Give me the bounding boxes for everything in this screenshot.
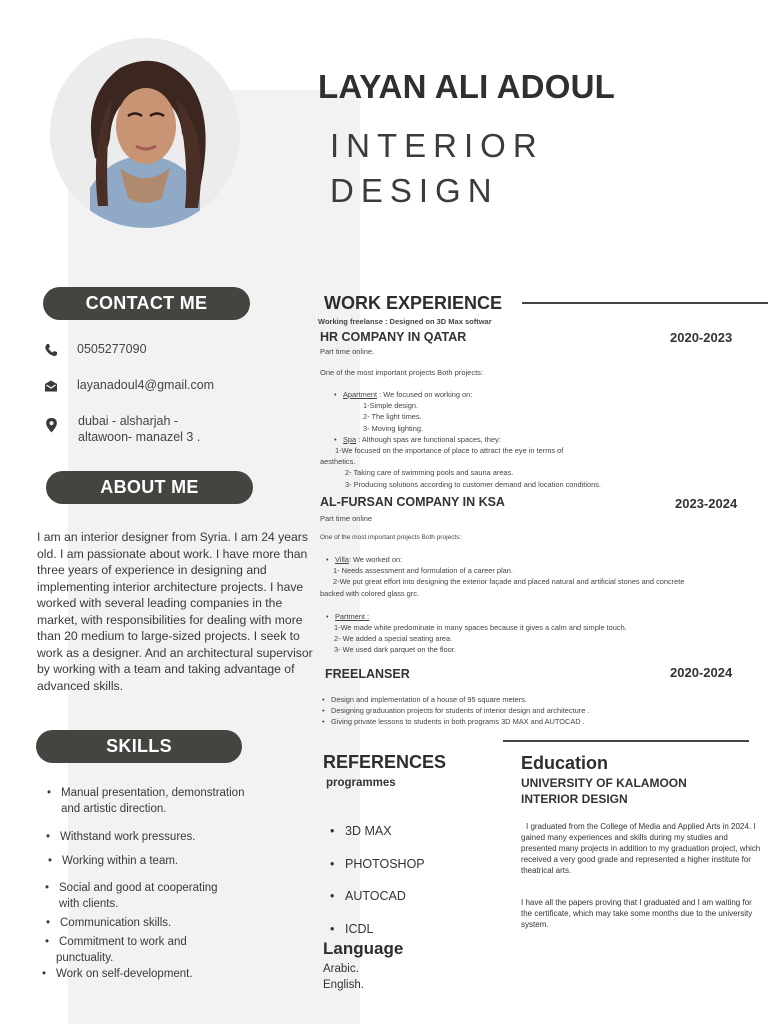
- skill-item: • Working within a team.: [62, 853, 178, 869]
- location-pin-icon: [44, 416, 59, 434]
- program-item: • 3D MAX: [330, 824, 392, 838]
- profile-photo: [50, 38, 240, 228]
- job-type: Part time online: [320, 514, 373, 523]
- job-years: 2020-2024: [670, 665, 733, 680]
- university-name: UNIVERSITY OF KALAMOON: [521, 776, 687, 790]
- envelope-icon: [44, 379, 58, 393]
- skill-item: • Withstand work pressures.: [60, 829, 196, 845]
- language-item: English.: [323, 979, 364, 991]
- contact-phone: [44, 342, 147, 357]
- education-heading: Education: [521, 753, 609, 773]
- skill-item: • Commitment to work and punctuality.: [59, 934, 187, 966]
- program-item: • PHOTOSHOP: [330, 857, 425, 871]
- phone-icon: [44, 343, 58, 357]
- phone-text: 0505277090: [77, 342, 147, 356]
- job-intro: One of the most important projects Both projects:: [320, 534, 462, 541]
- skill-item: • Manual presentation, demonstration and artistic direction.: [61, 785, 244, 817]
- work-subtitle: Working freelanse : Designed on 3D Max softwar: [318, 317, 492, 326]
- job-company: FREELANSER: [325, 667, 410, 681]
- language-item: Arabic.: [323, 963, 359, 975]
- job-company: HR COMPANY IN QATAR: [320, 330, 467, 344]
- references-heading: REFERENCES: [323, 752, 447, 772]
- job-details: • Apartment : We focused on working on: 1-Simple design. 2- The light times. 3- Moving lighting. • Spa : Although spas are functional spaces, they: 1-We focused on the importance of place to attract the eye in terms of aesthetics. 2- Taking care of swimming pools and sauna areas. 3- Producing solutions according to customer demand and location conditions.: [320, 390, 601, 489]
- about-text: I am an interior designer from Syria. I am 24 years old. I am passionate about work. I have more than three years of experience in designing and implementing interior architecture projects. I have worked with several leading companies in the market, with responsibilities for dealing with more than 20 medium to large-sized projects. I seek to work as a designer. And an architectural supervisor by working with a team and taking advantage of advanced skills.: [37, 530, 313, 693]
- job-company: AL-FURSAN COMPANY IN KSA: [320, 495, 505, 509]
- work-experience-heading: WORK EXPERIENCE: [324, 293, 503, 313]
- address-line1: dubai - alsharjah -: [78, 414, 179, 428]
- program-item: • ICDL: [330, 922, 374, 936]
- job-years: 2020-2023: [670, 330, 733, 345]
- job-title-line1: INTERIOR: [330, 127, 544, 164]
- references-subheading: programmes: [326, 777, 396, 789]
- education-rule: [503, 740, 749, 742]
- contact-heading: CONTACT ME: [43, 287, 250, 320]
- education-paragraph: I graduated from the College of Media and Applied Arts in 2024. I gained many experiences and skills during my studies and presented many projects in addition to my graduation project, which received a very good grade and represented a higher institute for theatrical arts.: [521, 822, 761, 875]
- language-heading: Language: [323, 939, 404, 958]
- program-item: • AUTOCAD: [330, 889, 406, 903]
- skill-item: • Work on self-development.: [56, 966, 193, 982]
- job-details: • Design and implementation of a house of 95 square meters. • Designing graduuation projects for students of interior design and architecture . • Giving private lessons to students in both programs 3D MAX and AUTOCAD .: [322, 695, 590, 727]
- contact-email: [44, 378, 214, 393]
- job-title-line2: DESIGN: [330, 172, 499, 209]
- degree-name: INTERIOR DESIGN: [521, 792, 628, 806]
- job-years: 2023-2024: [675, 496, 738, 511]
- education-paragraph: I have all the papers proving that I graduated and I am waiting for the certificate, which may take some months due to the university system.: [521, 898, 753, 929]
- job-intro: One of the most important projects Both projects:: [320, 368, 483, 377]
- job-details: • Villa: We worked on: 1- Needs assessment and formulation of a career plan. 2-We put great effort into designing the exterior façade and placed natural and artificial stones and concrete backed with colored glass grc. • Partment : 1-We made white predominate in many spaces because it gives a calm and simple touch. 2- We added a special seating area. 3- We used dark parquet on the floor.: [320, 555, 685, 655]
- full-name: LAYAN ALI ADOUL: [318, 68, 615, 105]
- skill-item: • Communication skills.: [60, 915, 171, 931]
- about-heading: ABOUT ME: [46, 471, 253, 504]
- contact-address: [44, 413, 200, 445]
- skill-item: • Social and good at cooperating with clients.: [59, 880, 218, 912]
- job-type: Part time online.: [320, 347, 375, 356]
- address-line2: altawoon- manazel 3 .: [78, 430, 201, 444]
- portrait-illustration: [50, 38, 240, 228]
- email-text: layanadoul4@gmail.com: [77, 378, 215, 392]
- skills-heading: SKILLS: [36, 730, 242, 763]
- heading-rule: [522, 302, 768, 304]
